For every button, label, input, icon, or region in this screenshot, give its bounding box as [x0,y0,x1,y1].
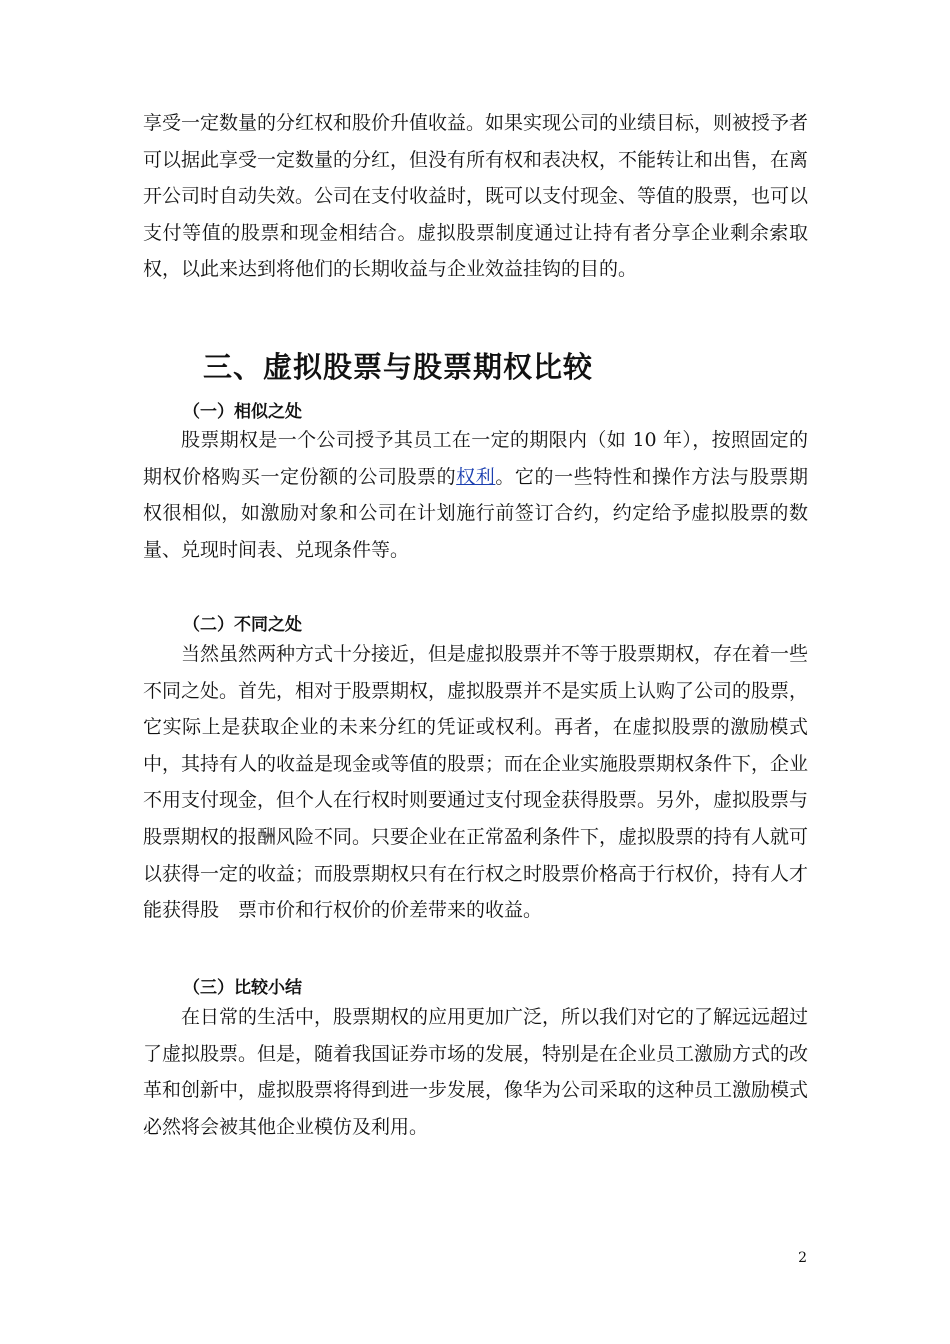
similar-text-after-link: 。它的一些特性和操作方法与股票期权很相似，如激励对象和公司在计划施行前签订合约，约定给予虚拟股票的数量、兑现时间表、兑现条件等。 [143,465,808,561]
intro-paragraph: 享受一定数量的分红权和股价升值收益。如果实现公司的业绩目标，则被授予者可以据此享受一定数量的分红，但没有所有权和表决权，不能转让和出售，在离开公司时自动失效。公司在支付收益时，既可以支付现金、等值的股票，也可以支付等值的股票和现金相结合。虚拟股票制度通过让持有者分享企业剩余索取权，以此来达到将他们的长期收益与企业效益挂钩的目的。 [143,112,809,281]
section-title: 三、虚拟股票与股票期权比较 [203,350,594,384]
subsection-similar-title: （一）相似之处 [183,402,302,422]
subsection-summary-title: （三）比较小结 [183,978,302,998]
summary-paragraph: 在日常的生活中，股票期权的应用更加广泛，所以我们对它的了解远远超过了虚拟股票。但是，随着我国证券市场的发展，特别是在企业员工激励方式的改革和创新中，虚拟股票将得到进一步发展，像华为公司采取的这种员工激励模式必然将会被其他企业模仿及利用。 [143,1006,809,1138]
subsection-different-title: （二）不同之处 [183,615,302,635]
similar-text-before-link: 股票期权是一个公司授予其员工在一定的期限内（如 10 年），按照固定的期权价格购买一定份额的公司股票的 [143,429,808,488]
different-paragraph: 当然虽然两种方式十分接近，但是虚拟股票并不等于股票期权，存在着一些不同之处。首先，相对于股票期权，虚拟股票并不是实质上认购了公司的股票，它实际上是获取企业的未来分红的凭证或权利。再者，在虚拟股票的激励模式中，其持有人的收益是现金或等值的股票；而在企业实施股票期权条件下，企业不用支付现金，但个人在行权时则要通过支付现金获得股票。另外，虚拟股票与股票期权的报酬风险不同。只要企业在正常盈利条件下，虚拟股票的持有人就可以获得一定的收益；而股票期权只有在行权之时股票价格高于行权价，持有人才能获得股 票市价和行权价的价差带来的收益。 [143,643,809,922]
rights-link[interactable]: 权利 [456,465,496,488]
page-number: 2 [798,1250,807,1266]
similar-paragraph [143,422,808,568]
